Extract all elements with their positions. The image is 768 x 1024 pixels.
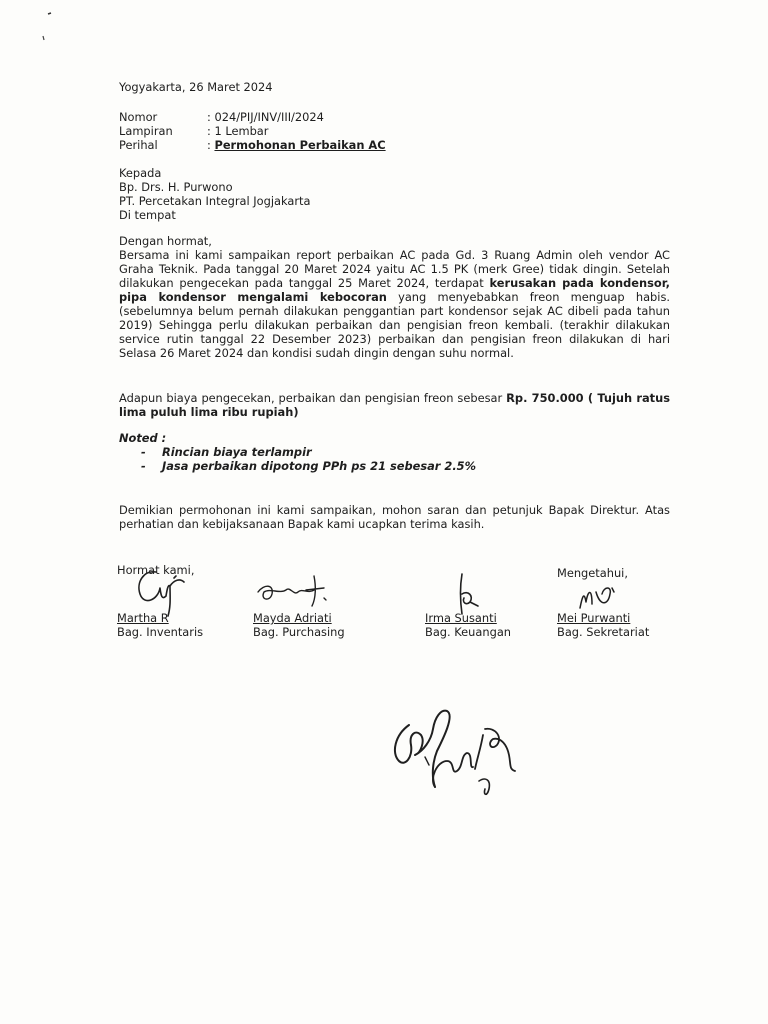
noted-title: Noted : bbox=[119, 431, 167, 445]
signer-name: Irma Susanti bbox=[425, 611, 497, 625]
closing-paragraph: Demikian permohonan ini kami sampaikan, mohon saran dan petunjuk Bapak Direktur. Atas perhatian dan kebijaksanaan Bapak kami ucapkan terima kasih. bbox=[119, 503, 670, 531]
recipient-place: Di tempat bbox=[119, 208, 176, 222]
signer-inventaris bbox=[117, 611, 203, 639]
recipient-block bbox=[119, 166, 670, 222]
meta-value: : 024/PIJ/INV/III/2024 bbox=[207, 110, 324, 124]
signer-keuangan bbox=[425, 611, 511, 639]
signer-purchasing bbox=[253, 611, 345, 639]
meta-colon: : bbox=[207, 138, 215, 152]
recipient-company: PT. Percetakan Integral Jogjakarta bbox=[119, 194, 311, 208]
body-paragraph-1 bbox=[119, 248, 670, 360]
meta-label: Lampiran bbox=[119, 124, 173, 138]
noted-item: - Rincian biaya terlampir bbox=[119, 445, 670, 459]
signer-sekretariat bbox=[557, 611, 649, 639]
noted-item: - Jasa perbaikan dipotong PPh ps 21 sebesar 2.5% bbox=[119, 459, 670, 473]
hormat-kami-label: Hormat kami, bbox=[117, 563, 195, 577]
signer-title: Bag. Sekretariat bbox=[557, 625, 650, 639]
signature-mayda bbox=[250, 572, 332, 612]
cost-text: Adapun biaya pengecekan, perbaikan dan pengisian freon sebesar bbox=[119, 391, 507, 405]
letter-subject: Permohonan Perbaikan AC bbox=[214, 138, 386, 152]
meta-row-lampiran bbox=[119, 124, 670, 138]
noted-block bbox=[119, 431, 670, 473]
letter-meta bbox=[119, 110, 670, 152]
signer-name: Martha R bbox=[117, 611, 169, 625]
meta-value bbox=[207, 138, 670, 152]
meta-value: : 1 Lembar bbox=[207, 124, 269, 138]
cost-amount: Rp. 750.000 ( Tujuh ratus lima puluh lima ribu rupiah) bbox=[119, 391, 670, 419]
body-emphasis: kerusakan pada kondensor, pipa kondensor mengalami kebocoran bbox=[119, 276, 670, 304]
scan-speck-mark bbox=[40, 8, 60, 44]
noted-list bbox=[119, 445, 670, 473]
mengetahui-label: Mengetahui, bbox=[557, 566, 628, 580]
recipient-to: Kepada bbox=[119, 166, 162, 180]
signer-title: Bag. Keuangan bbox=[425, 625, 512, 639]
greeting: Dengan hormat, bbox=[119, 234, 212, 248]
meta-row-nomor bbox=[119, 110, 670, 124]
body-text: yang menyebabkan freon menguap habis. (sebelumnya belum pernah dilakukan penggantian part kondensor sejak AC dibeli pada tahun 2019) Sehingga perlu dilakukan perbaikan dan pengisian freon kembali. (terakhir dilakukan service rutin tanggal 22 Desember 2023) perbaikan dan pengisian freon dilakukan di hari Selasa 26 Maret 2024 dan kondisi sudah dingin dengan suhu normal. bbox=[119, 290, 670, 360]
signer-name: Mei Purwanti bbox=[557, 611, 631, 625]
body-paragraph-2 bbox=[119, 391, 670, 419]
recipient-name: Bp. Drs. H. Purwono bbox=[119, 180, 233, 194]
body-text: Bersama ini kami sampaikan report perbaikan AC pada Gd. 3 Ruang Admin oleh vendor AC Graha Teknik. Pada tanggal 20 Maret 2024 yaitu AC 1.5 PK (merk Gree) tidak dingin. Setelah dilakukan pengecekan pada tanggal 25 Maret 2024, terdapat bbox=[119, 248, 670, 290]
letter-body bbox=[119, 234, 670, 360]
letter-date: Yogyakarta, 26 Maret 2024 bbox=[119, 80, 273, 94]
signer-title: Bag. Purchasing bbox=[253, 625, 345, 639]
signature-director bbox=[385, 695, 525, 805]
signer-name: Mayda Adriati bbox=[253, 611, 332, 625]
signer-title: Bag. Inventaris bbox=[117, 625, 204, 639]
meta-label: Nomor bbox=[119, 110, 158, 124]
meta-row-perihal bbox=[119, 138, 670, 152]
meta-label: Perihal bbox=[119, 138, 158, 152]
